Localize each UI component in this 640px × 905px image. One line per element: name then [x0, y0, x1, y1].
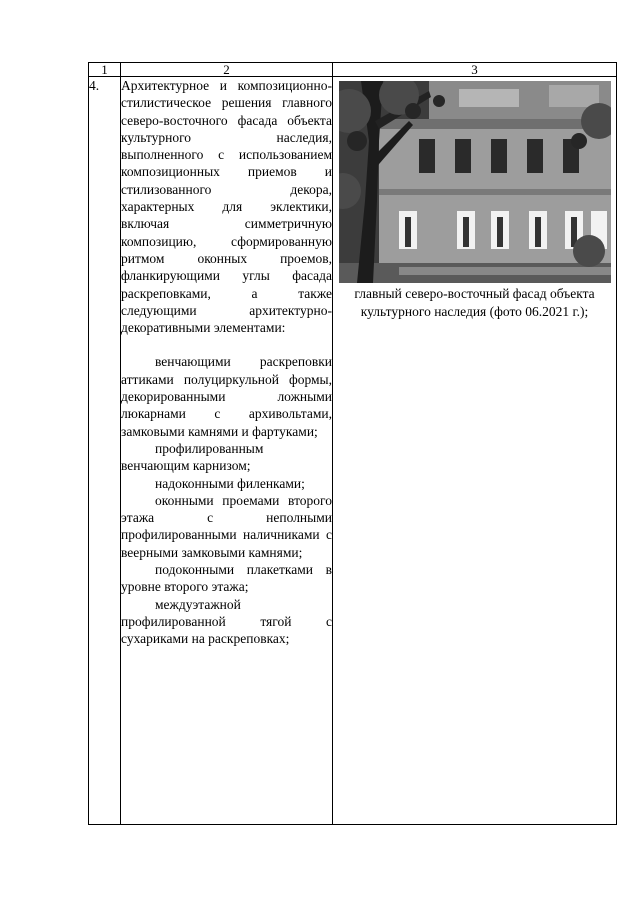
row-number: 4. — [89, 77, 121, 825]
header-cell-2: 2 — [121, 63, 333, 77]
description-cell — [121, 77, 333, 825]
list-item: междуэтажной профилированной тягой с сухариками на раскреповках; — [121, 596, 332, 647]
list-item: подоконными плакетками в уровне второго этажа; — [121, 562, 332, 595]
header-cell-3: 3 — [333, 63, 617, 77]
photo-caption: главный северо-восточный фасад объекта культурного наследия (фото 06.2021 г.); — [354, 286, 595, 319]
description-lead: Архитектурное и композиционно-стилистическое решения главного северо-восточного фасада объекта культурного наследия, выполненного с использованием композиционных приемов и стилизованного декора, характерных для эклектики, включая симметричную композицию, сформированную ритмом оконных проемов, фланкирующими углы фасада раскреповками, а также следующими архитектурно-декоративными элементами: — [121, 78, 332, 336]
header-cell-1: 1 — [89, 63, 121, 77]
facade-photo — [339, 81, 611, 283]
photo-cell — [333, 77, 617, 825]
table-row — [89, 77, 617, 825]
list-item: надоконными филенками; — [155, 475, 305, 491]
table-header-row — [89, 63, 617, 77]
heritage-table — [88, 62, 617, 825]
list-item: венчающими раскреповки аттиками полуциркульной формы, декорированными ложными люкарнами с архивольтами, замковыми камнями и фартуками; — [121, 354, 332, 439]
list-item: профилированным венчающим карнизом; — [121, 440, 264, 474]
list-item: оконными проемами второго этажа с неполными профилированными наличниками с веерными замковыми камнями; — [121, 492, 332, 560]
